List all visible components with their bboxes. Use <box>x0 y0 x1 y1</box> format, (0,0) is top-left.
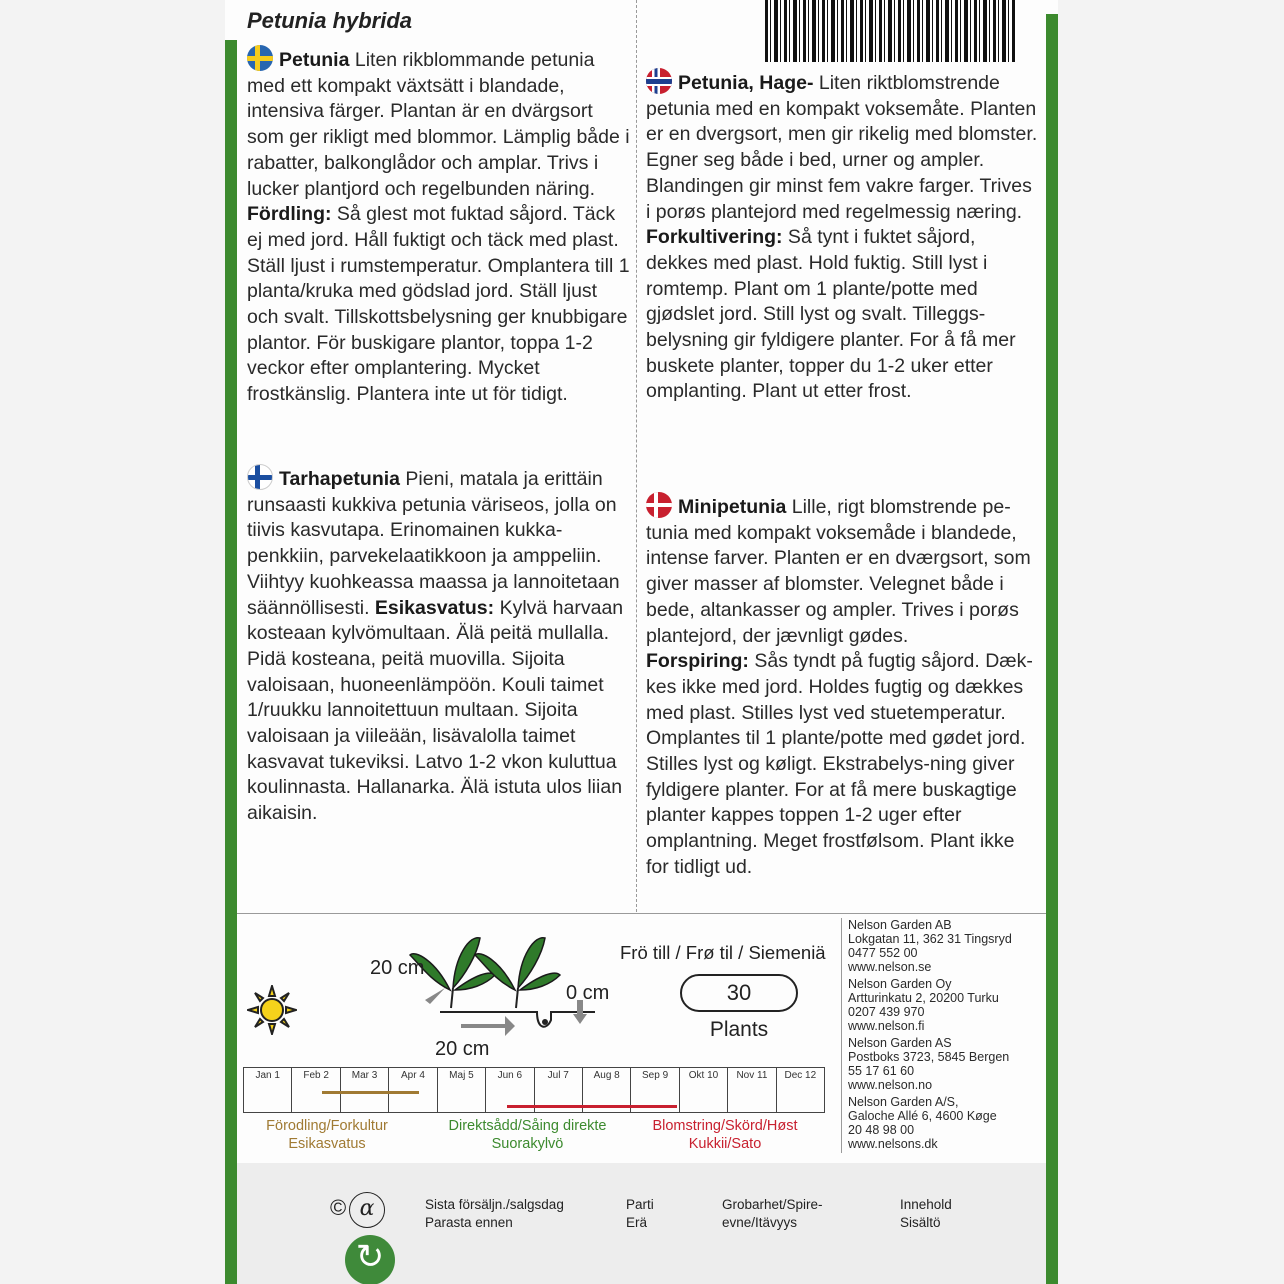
seeds-for-label: Frö till / Frø til / Siemeniä <box>620 942 826 963</box>
calendar-month: Jan 1 <box>244 1068 292 1112</box>
company-addresses <box>841 918 1053 1153</box>
danish-sow-heading: Forspiring: <box>646 650 749 673</box>
address-web: www.nelsons.dk <box>848 1137 938 1151</box>
content-line2: Sisältö <box>900 1215 941 1230</box>
danish-flag-icon <box>646 492 672 518</box>
swedish-title: Petunia <box>279 49 350 71</box>
germination-line1: Grobarhet/Spire- <box>722 1197 823 1212</box>
calendar-month: Nov 11 <box>728 1068 776 1112</box>
address-no <box>848 1036 1053 1092</box>
address-phone: 0477 552 00 <box>848 946 918 960</box>
left-green-stripe <box>225 40 237 1284</box>
norwegian-intro: Liten riktblomstrende petunia med en kompakt voksemåte. Planten er en dvergsort, men gir rikelig med blomster. Egner seg både i bed, urner og ampler. Blandingen gir minst fem vakre farger. Trives i porøs plantejord med regelmessig næring. <box>646 72 1038 223</box>
calendar-month: Apr 4 <box>389 1068 437 1112</box>
legend-pre-culture <box>247 1117 407 1153</box>
address-se <box>848 918 1053 974</box>
legend-direct-sowing <box>425 1117 630 1153</box>
address-name: Nelson Garden Oy <box>848 977 952 991</box>
batch-line1: Parti <box>626 1197 654 1212</box>
flowering-period-bar <box>507 1105 677 1108</box>
batch-label <box>626 1196 654 1232</box>
batch-line2: Erä <box>626 1215 648 1230</box>
germination-label <box>722 1196 823 1232</box>
address-phone: 0207 439 970 <box>848 1005 925 1019</box>
alpha-logo-icon: α <box>349 1192 385 1228</box>
last-sale-line2: Parasta ennen <box>425 1215 513 1230</box>
pre-culture-period-bar <box>322 1091 419 1094</box>
legend-flowering-line2: Kukkii/Sato <box>688 1136 762 1152</box>
address-street: Lokgatan 11, 362 31 Tingsryd <box>848 932 1012 946</box>
address-street: Galoche Allé 6, 4600 Køge <box>848 1109 997 1123</box>
finnish-sow-text: Kylvä harvaan kosteaan kylvömultaan. Älä peitä mullalla. Pidä kosteana, peitä muovilla. Sijoita valoisaan, huoneenlämpöön. Kouli taimet 1/ruukku lannoitettuun multaan. Sijoita valoisaan ja viileään, lisävalolla taimet kasvavat tukeviksi. Latvo 1-2 vkon kuluttua koulinnasta. Hallanarka. Älä istuta ulos liian aikaisin. <box>247 596 624 825</box>
norwegian-sow-text: Så tynt i fuktet såjord, dekkes med plast. Hold fuktig. Still lyst i romtemp. Plant om 1 plante/potte med gjødslet jord. Still lyst og svalt. Tilleggs-belysning gir fyldigere planter. For å få mer buskete planter, topper du 1-2 uker etter omplanting. Plant ut etter frost. <box>646 226 1016 403</box>
finnish-sow-heading: Esikasvatus: <box>374 596 495 619</box>
section-divider <box>237 913 1046 914</box>
norwegian-sow-heading: Forkultivering: <box>646 226 783 249</box>
full-sun-icon <box>247 985 297 1035</box>
legend-direct-sowing-line2: Suorakylvö <box>491 1136 564 1152</box>
legend-direct-sowing-line1: Direktsådd/Såing direkte <box>448 1118 607 1134</box>
finnish-title: Tarhapetunia <box>279 468 400 490</box>
danish-description <box>646 492 1036 881</box>
calendar-month: Aug 8 <box>583 1068 631 1112</box>
row-spacing-label: 20 cm <box>370 957 425 979</box>
danish-sow-text: Sås tyndt på fugtig såjord. Dæk-kes ikke med jord. Holdes fugtig og dækkes med plast. Stilles lyst ved stuetemperatur. Omplantes til 1 plante/potte med gødet jord. Stilles lyst og køligt. Ekstrabelys-ning giver fyldigere planter. For at få mere buskagtige planter kappes toppen 1-2 uger efter omplantning. Meget frostfølsom. Plant ikke for tidligt ud. <box>646 650 1033 878</box>
legend-flowering <box>635 1117 815 1153</box>
address-name: Nelson Garden A/S, <box>848 1095 959 1109</box>
copyright-icon: © <box>330 1195 347 1220</box>
calendar-month: Mar 3 <box>341 1068 389 1112</box>
barcode <box>765 0 1017 62</box>
legend-pre-culture-line2: Esikasvatus <box>288 1136 366 1152</box>
finnish-intro: Pieni, matala ja erittäin runsaasti kukkiva petunia väriseos, jolla on tiivis kasvutapa. Erinomainen kukka-penkkiin, parvekelaatikkoon ja amppeliin. Viihtyy kuohkeassa maassa ja lannoitetaan säännöllisesti. <box>247 468 620 619</box>
address-phone: 20 48 98 00 <box>848 1123 915 1137</box>
danish-title: Minipetunia <box>678 496 787 518</box>
address-name: Nelson Garden AB <box>848 918 952 932</box>
plant-spacing-label: 20 cm <box>435 1038 490 1060</box>
content-label <box>900 1196 952 1232</box>
norwegian-description <box>646 68 1041 405</box>
calendar-month: Dec 12 <box>784 1070 817 1081</box>
address-fi <box>848 977 1053 1033</box>
address-web: www.nelson.fi <box>848 1019 925 1033</box>
address-street: Postboks 3723, 5845 Bergen <box>848 1050 1010 1064</box>
finnish-description <box>247 464 632 827</box>
calendar-month: Feb 2 <box>292 1068 340 1112</box>
address-web: www.nelson.se <box>848 960 932 974</box>
calendar-month: Sep 9 <box>631 1068 679 1112</box>
calendar-month: Maj 5 <box>438 1068 486 1112</box>
calendar-month: Okt 10 <box>680 1068 728 1112</box>
legend-pre-culture-line1: Förodling/Forkultur <box>266 1118 388 1134</box>
seed-unit: Plants <box>709 1018 769 1041</box>
address-street: Artturinkatu 2, 20200 Turku <box>848 991 999 1005</box>
swedish-intro: Liten rikblommande petunia med ett kompakt växtsätt i blandade, intensiva färger. Plantan är en dvärgsort som ger rikligt med blommor. Lämplig både i rabatter, balkonglådor och amplar. Trivs i lucker plantjord och regelbunden näring. <box>247 49 630 200</box>
swedish-sow-text: Så glest mot fuktad såjord. Täck ej med jord. Håll fuktigt och täck med plast. Ställ ljust i rumstemperatur. Omplantera till 1 planta/kruka med gödslad jord. Ställ ljust och svalt. Tillskottsbelysning ger knubbigare plantor. För buskigare plantor, toppa 1-2 veckor efter omplantering. Mycket frostkänslig. Plantera inte ut för tidigt. <box>247 203 630 406</box>
address-dk <box>848 1095 1053 1151</box>
swedish-description <box>247 45 632 408</box>
germination-line2: evne/Itävyys <box>722 1215 798 1230</box>
sowing-depth-label: 0 cm <box>566 982 610 1004</box>
danish-intro: Lille, rigt blomstrende pe-tunia med kompakt voksemåde i blandede, intense farver. Planten er en dværgsort, som giver masser af blomster. Velegnet både i bede, altankasser og ampler. Trives i porøs plantejord, der jævnligt gødes. <box>646 496 1031 647</box>
finnish-flag-icon <box>247 464 273 490</box>
column-divider <box>636 0 637 912</box>
address-phone: 55 17 61 60 <box>848 1064 915 1078</box>
last-sale-label <box>425 1196 564 1232</box>
norwegian-flag-icon <box>646 68 672 94</box>
green-dot-recycle-icon <box>345 1235 395 1284</box>
latin-name: Petunia hybrida <box>247 8 413 33</box>
calendar-month: Jul 7 <box>535 1068 583 1112</box>
legend-flowering-line1: Blomstring/Skörd/Høst <box>652 1118 798 1134</box>
last-sale-line1: Sista försäljn./salgsdag <box>425 1197 564 1212</box>
content-line1: Innehold <box>900 1197 952 1212</box>
address-web: www.nelson.no <box>848 1078 933 1092</box>
norwegian-title: Petunia, Hage- <box>678 72 814 94</box>
seed-packet-back <box>225 0 1058 1284</box>
swedish-sow-heading: Fördling: <box>247 203 332 226</box>
swedish-flag-icon <box>247 45 273 71</box>
calendar-month: Jun 6 <box>486 1068 534 1112</box>
seed-count: 30 <box>680 974 798 1012</box>
address-name: Nelson Garden AS <box>848 1036 952 1050</box>
